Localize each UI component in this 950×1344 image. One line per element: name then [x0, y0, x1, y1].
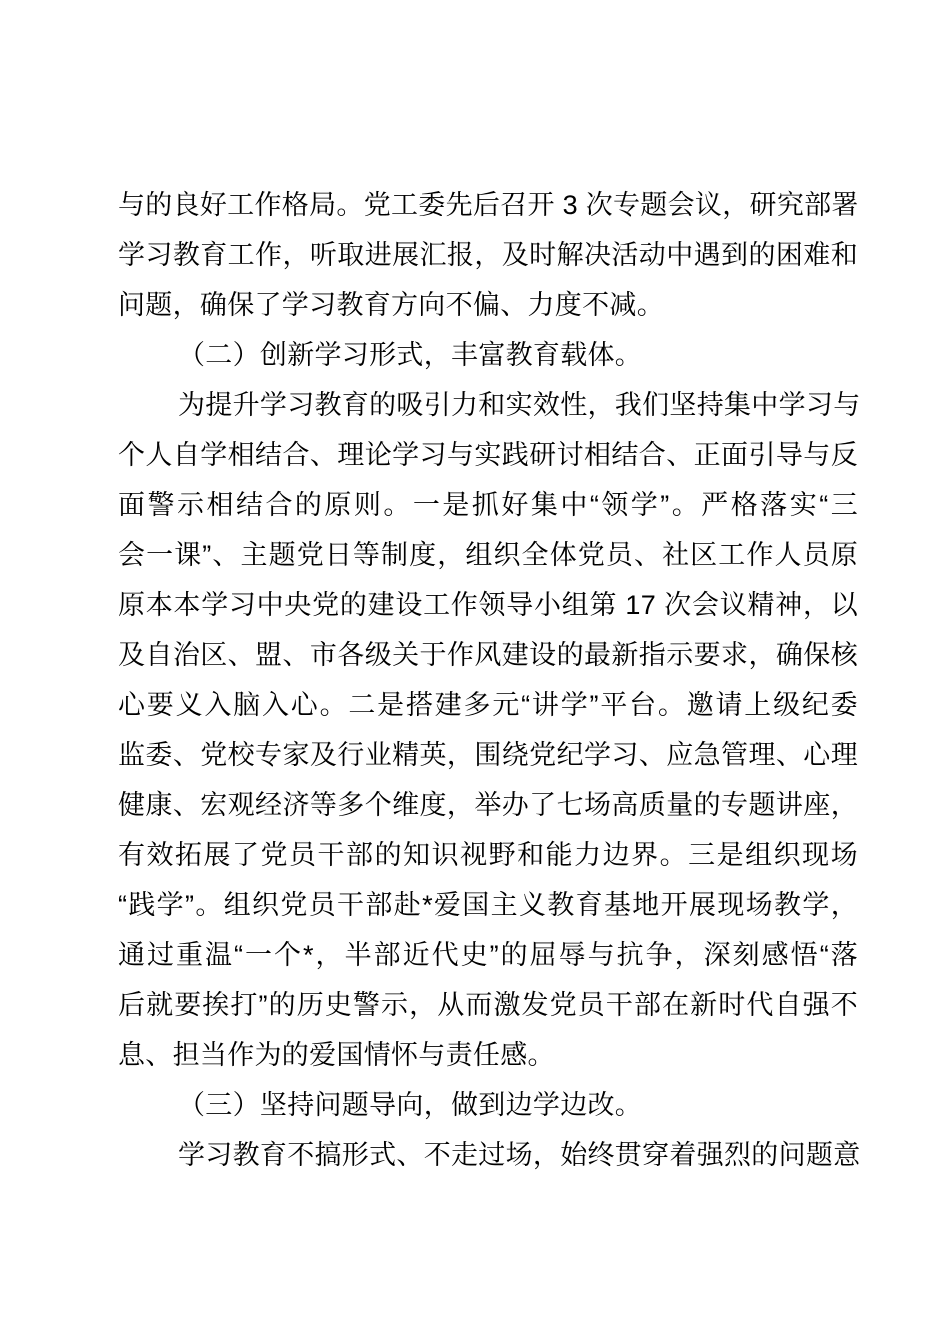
text-line: 通过重温“一个*，半部近代史”的屈辱与抗争，深刻感悟“落 — [118, 940, 858, 970]
text-line: 心要义入脑入心。二是搭建多元“讲学”平台。邀请上级纪委 — [118, 690, 858, 720]
text-line: 学习教育不搞形式、不走过场，始终贯穿着强烈的问题意 — [178, 1140, 861, 1170]
section-heading: （三）坚持问题导向，做到边学边改。 — [178, 1090, 643, 1120]
text-line: 健康、宏观经济等多个维度，举办了七场高质量的专题讲座， — [118, 790, 858, 820]
document-text-block — [118, 180, 861, 1180]
text-line: 有效拓展了党员干部的知识视野和能力边界。三是组织现场 — [118, 840, 858, 870]
section-heading: （二）创新学习形式，丰富教育载体。 — [178, 340, 643, 370]
text-line: 问题，确保了学习教育方向不偏、力度不减。 — [118, 290, 664, 320]
text-line: 监委、党校专家及行业精英，围绕党纪学习、应急管理、心理 — [118, 740, 858, 770]
text-line: 会一课”、主题党日等制度，组织全体党员、社区工作人员原 — [118, 540, 858, 570]
text-line: 息、担当作为的爱国情怀与责任感。 — [118, 1040, 555, 1070]
text-line: 个人自学相结合、理论学习与实践研讨相结合、正面引导与反 — [118, 440, 858, 470]
text-line: 原本本学习中央党的建设工作领导小组第 17 次会议精神，以 — [118, 590, 858, 620]
text-line: 学习教育工作，听取进展汇报，及时解决活动中遇到的困难和 — [118, 240, 858, 270]
text-line: 后就要挨打”的历史警示，从而激发党员干部在新时代自强不 — [118, 990, 858, 1020]
text-line: 及自治区、盟、市各级关于作风建设的最新指示要求，确保核 — [118, 640, 858, 670]
text-line: 与的良好工作格局。党工委先后召开 3 次专题会议，研究部署 — [118, 190, 859, 220]
text-line: 面警示相结合的原则。一是抓好集中“领学”。严格落实“三 — [118, 490, 858, 520]
text-line: “践学”。组织党员干部赴*爱国主义教育基地开展现场教学， — [118, 890, 858, 920]
text-line: 为提升学习教育的吸引力和实效性，我们坚持集中学习与 — [178, 390, 861, 420]
